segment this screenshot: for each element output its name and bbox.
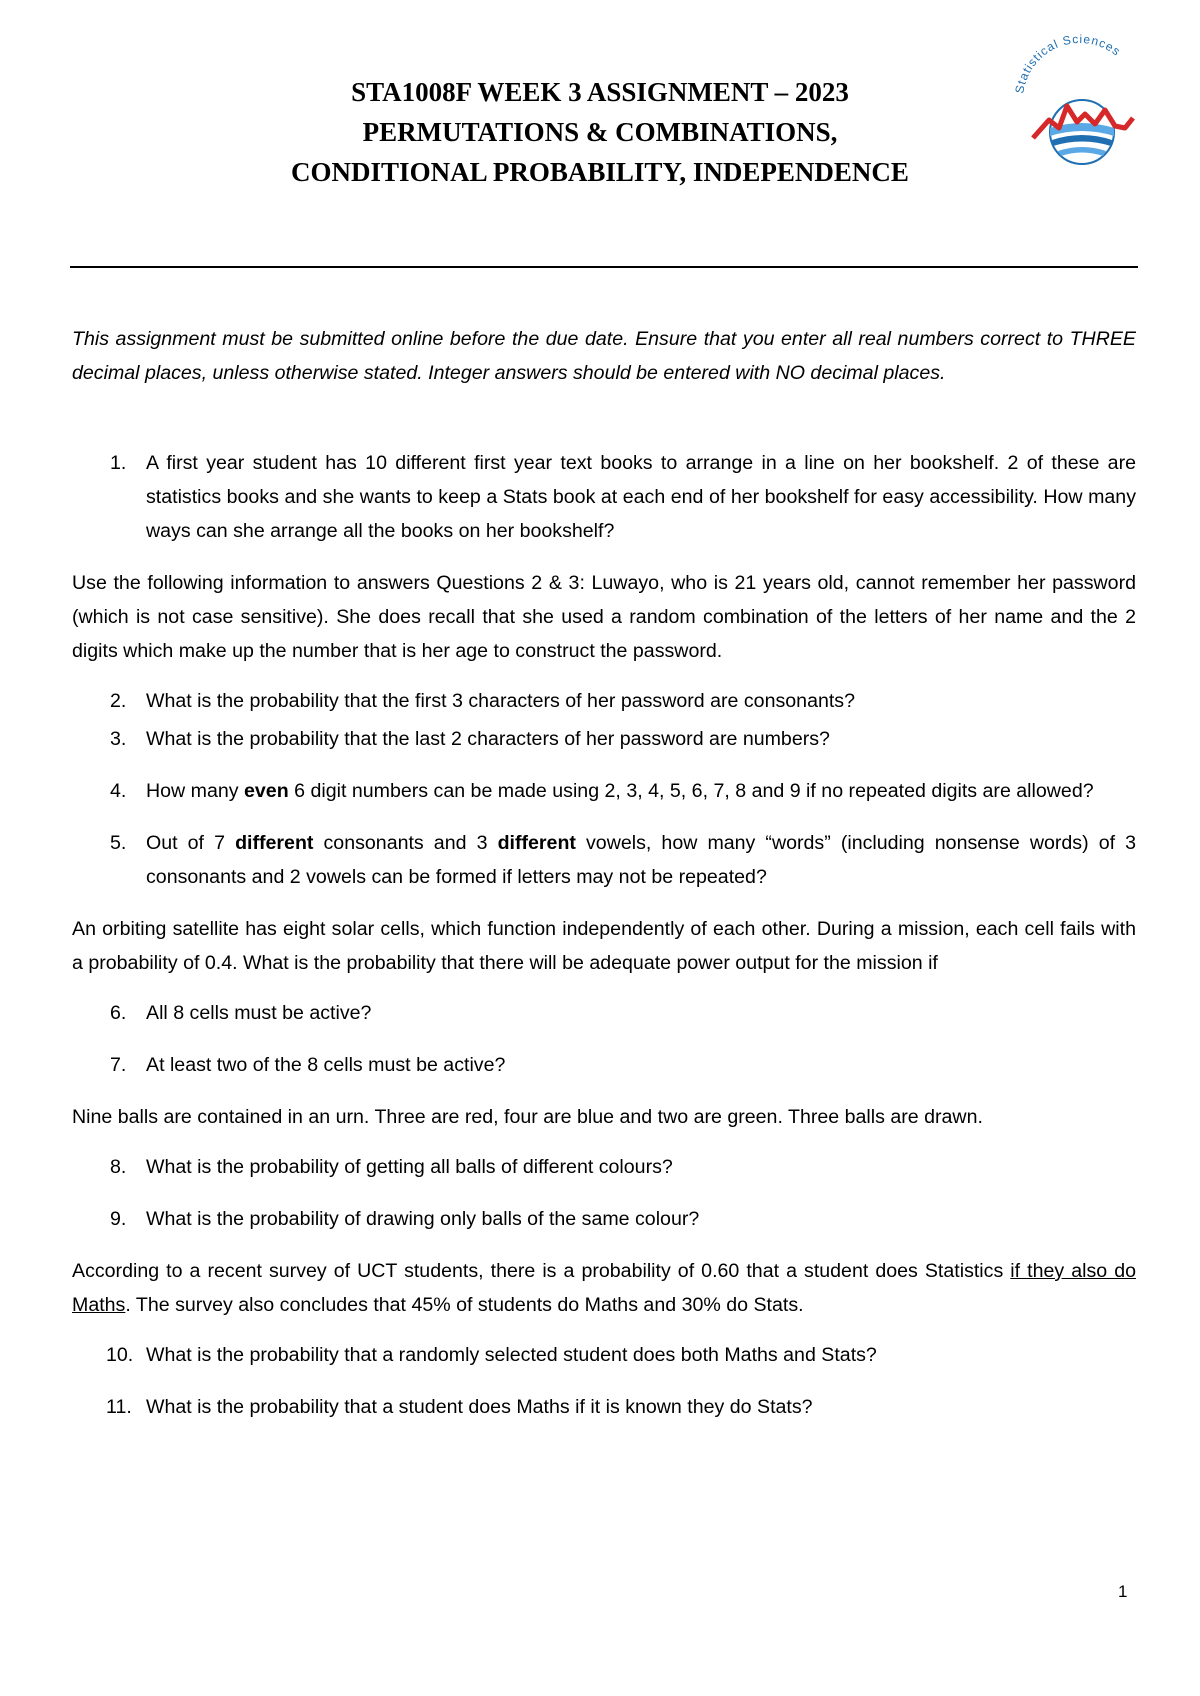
question-list-1 xyxy=(72,446,1136,548)
question-list-3 xyxy=(72,996,1136,1082)
topic-title-line-1: PERMUTATIONS & COMBINATIONS, xyxy=(362,117,838,147)
question-emphasis: even xyxy=(244,780,289,802)
question-1 xyxy=(72,446,1136,548)
question-number: 3. xyxy=(110,728,127,750)
topic-title-line-2: CONDITIONAL PROBABILITY, INDEPENDENCE xyxy=(291,157,909,187)
question-4 xyxy=(72,774,1136,808)
survey-text-underlined: if they also do Maths xyxy=(72,1260,1136,1316)
statistical-sciences-logo xyxy=(1005,30,1155,180)
question-text: What is the probability that a randomly selected student does both Maths and Stats? xyxy=(146,1344,877,1366)
question-text-post: 6 digit numbers can be made using 2, 3, 4, 5, 6, 7, 8 and 9 if no repeated digits are allowed? xyxy=(288,780,1094,802)
question-text: What is the probability that the first 3 characters of her password are consonants? xyxy=(146,690,856,712)
question-7 xyxy=(72,1048,1136,1082)
logo-arc-text: Statistical Sciences xyxy=(1012,31,1124,95)
question-10 xyxy=(72,1338,1136,1372)
question-text-pre: How many xyxy=(146,780,244,802)
question-text: What is the probability of drawing only balls of the same colour? xyxy=(146,1208,700,1230)
question-list-2 xyxy=(72,684,1136,894)
question-text-pre: Out of 7 xyxy=(146,832,236,854)
question-number: 8. xyxy=(110,1156,127,1178)
question-list-4 xyxy=(72,1150,1136,1236)
question-number: 5. xyxy=(110,832,127,854)
question-11 xyxy=(72,1390,1136,1424)
question-text-mid: consonants and 3 xyxy=(313,832,498,854)
question-number: 10. xyxy=(106,1344,134,1366)
survey-text-post: . The survey also concludes that 45% of students do Maths and 30% do Stats. xyxy=(125,1294,804,1316)
question-8 xyxy=(72,1150,1136,1184)
assignment-body xyxy=(72,322,1136,1442)
question-number: 6. xyxy=(110,1002,127,1024)
question-text: A first year student has 10 different first year text books to arrange in a line on her bookshelf. 2 of these are statistics books and she wants to keep a Stats book at each end of her bookshelf for easy accessibility. How many ways can she arrange all the books on her bookshelf? xyxy=(146,452,1136,542)
question-text: All 8 cells must be active? xyxy=(146,1002,372,1024)
question-text: At least two of the 8 cells must be active? xyxy=(146,1054,506,1076)
instructions: This assignment must be submitted online before the due date. Ensure that you enter all real numbers correct to THREE decimal places, unless otherwise stated. Integer answers should be entered with NO decimal places. xyxy=(72,328,1136,384)
question-number: 7. xyxy=(110,1054,127,1076)
question-text: What is the probability of getting all balls of different colours? xyxy=(146,1156,673,1178)
question-emphasis-1: different xyxy=(235,832,314,854)
question-6 xyxy=(72,996,1136,1030)
question-text-post: vowels, how many “words” (including nonsense words) of 3 consonants and 2 vowels can be formed if letters may not be repeated? xyxy=(146,832,1137,888)
context-urn: Nine balls are contained in an urn. Three are red, four are blue and two are green. Three balls are drawn. xyxy=(72,1106,983,1128)
question-emphasis-2: different xyxy=(497,832,576,854)
assignment-title: STA1008F WEEK 3 ASSIGNMENT – 2023 xyxy=(351,77,849,107)
question-text: What is the probability that a student does Maths if it is known they do Stats? xyxy=(146,1396,813,1418)
survey-text-pre: According to a recent survey of UCT students, there is a probability of 0.60 that a student does Statistics xyxy=(72,1260,1011,1282)
question-2 xyxy=(72,684,1136,718)
question-number: 1. xyxy=(110,452,127,474)
question-number: 9. xyxy=(110,1208,127,1230)
question-text: What is the probability that the last 2 characters of her password are numbers? xyxy=(146,728,830,750)
question-list-5 xyxy=(72,1338,1136,1424)
question-5 xyxy=(72,826,1136,894)
context-satellite: An orbiting satellite has eight solar cells, which function independently of each other. During a mission, each cell fails with a probability of 0.4. What is the probability that there will be adequate power output for the mission if xyxy=(72,918,1136,974)
page-number: 1 xyxy=(1118,1582,1128,1601)
question-9 xyxy=(72,1202,1136,1236)
svg-text:Statistical Sciences xyxy=(1012,32,1123,95)
question-3 xyxy=(72,722,1136,756)
context-survey xyxy=(72,1254,1136,1322)
question-number: 4. xyxy=(110,780,127,802)
context-password: Use the following information to answers Questions 2 & 3: Luwayo, who is 21 years old, cannot remember her password (which is not case sensitive). She does recall that she used a random combination of the letters of her name and the 2 digits which make up the number that is her age to construct the password. xyxy=(72,572,1136,662)
question-number: 11. xyxy=(106,1396,132,1418)
header-divider xyxy=(70,266,1138,268)
question-number: 2. xyxy=(110,690,127,712)
